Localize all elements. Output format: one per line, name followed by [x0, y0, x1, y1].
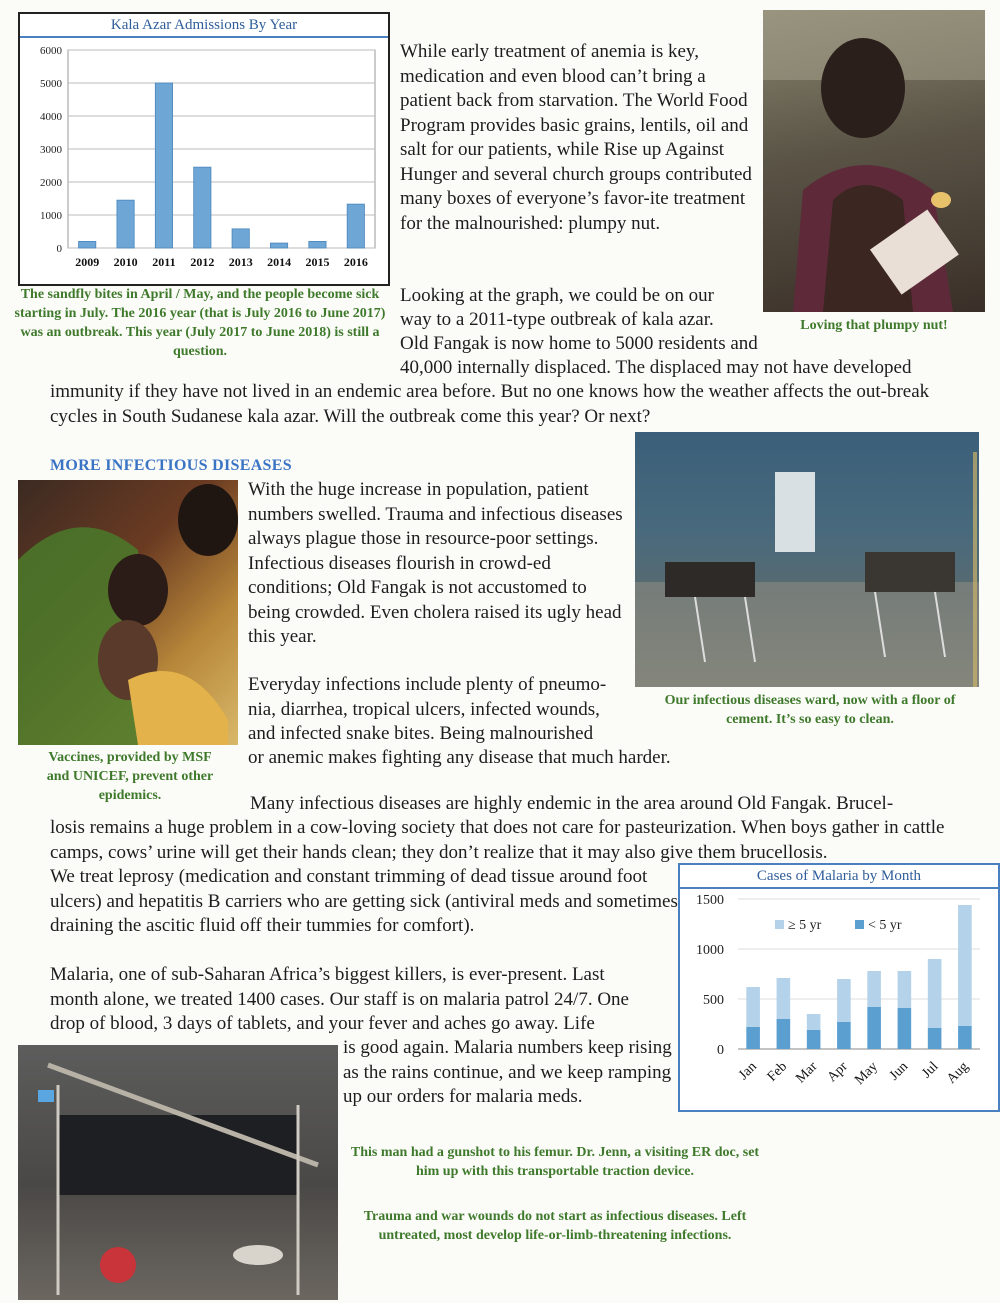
x-tick-label: 2011 [152, 255, 176, 269]
traction-scene [18, 1045, 338, 1300]
paragraph-graph-line-4: 40,000 internally displaced. The displaced may not have developed [400, 357, 912, 378]
bar-over5-Mar [807, 1014, 821, 1030]
y-tick-label: 0 [717, 1043, 724, 1058]
malaria-chart [678, 863, 1000, 1112]
bar-over5-Jun [898, 971, 912, 1008]
bar-under5-Feb [777, 1019, 791, 1049]
bar-2010 [117, 200, 134, 248]
x-tick-label: Jun [886, 1059, 912, 1084]
x-tick-label: 2015 [305, 255, 330, 269]
kala-azar-chart-plot [20, 38, 388, 284]
y-tick-label: 4000 [40, 111, 62, 123]
bar-2009 [79, 241, 96, 248]
caption-plumpy-nut: Loving that plumpy nut! [800, 318, 948, 333]
bar-under5-Apr [837, 1022, 851, 1049]
caption-gunshot: This man had a gunshot to his femur. Dr. Jenn, a visiting ER doc, set him up with this transportable traction device. [350, 1145, 760, 1179]
bar-over5-Apr [837, 979, 851, 1022]
kala-azar-chart [18, 12, 390, 286]
paragraph-plumpy-nut: While early treatment of anemia is key, medication and even blood can’t bring a patient back from starvation. The World Food Program provides basic grains, lentils, oil and salt for our patients, while Rise up Against Hunger and several church groups contributed many boxes of everyone’s favor-ite treatment for the malnourished: plumpy nut. [400, 41, 752, 234]
photo-ward [635, 432, 979, 687]
bar-under5-Mar [807, 1030, 821, 1049]
bar-under5-Jun [898, 1008, 912, 1049]
legend-label-under5: < 5 yr [868, 918, 902, 933]
x-tick-label: Jul [919, 1059, 942, 1082]
malaria-chart-plot [680, 889, 998, 1110]
x-tick-label: 2016 [343, 255, 368, 269]
paragraph-everyday: Everyday infections include plenty of pneumo-nia, diarrhea, tropical ulcers, infected wounds, and infected snake bites. Being malnourished [248, 674, 607, 744]
bar-under5-Aug [958, 1026, 972, 1049]
x-tick-label: 2013 [228, 255, 253, 269]
caption-trauma: Trauma and war wounds do not start as infectious diseases. Left untreated, most develop life-or-limb-threatening infections. [363, 1209, 747, 1243]
bar-2015 [309, 241, 326, 248]
photo-vaccine [18, 480, 238, 745]
x-tick-label: 2014 [267, 255, 292, 269]
y-tick-label: 6000 [40, 45, 62, 57]
malaria-chart-title: Cases of Malaria by Month [680, 865, 998, 889]
paragraph-graph-line-3: Old Fangak is now home to 5000 residents and [400, 333, 758, 354]
bar-over5-Feb [777, 978, 791, 1019]
paragraph-graph-line-1: Looking at the graph, we could be on our [400, 285, 714, 306]
bar-under5-Jul [928, 1028, 942, 1049]
y-tick-label: 5000 [40, 78, 62, 90]
paragraph-endemic: Many infectious diseases are highly endemic in the area around Old Fangak. Brucel- [250, 793, 894, 814]
bar-2011 [155, 83, 172, 248]
child-silhouette [763, 10, 985, 312]
paragraph-malaria: Malaria, one of sub-Saharan Africa’s biggest killers, is ever-present. Last month alone, we treated 1400 cases. Our staff is on malaria patrol 24/7. One drop of blood, 3 days of tablets, and your fever and aches go away. Life [50, 964, 629, 1034]
paragraph-population: With the huge increase in population, patient numbers swelled. Trauma and infectious diseases always plague those in resource-poor settings. Infectious diseases flourish in crowd-ed conditions; Old Fangak is not accustomed to being crowded. Even cholera raised its ugly head this year. [248, 479, 623, 647]
paragraph-graph-cont: immunity if they have not lived in an endemic area before. But no one knows how the weather affects the out-break cycles in South Sudanese kala azar. Will the outbreak come this year? Or next? [50, 381, 930, 427]
bar-over5-Aug [958, 905, 972, 1026]
y-tick-label: 1000 [40, 210, 62, 222]
y-tick-label: 500 [703, 993, 724, 1008]
x-tick-label: Apr [824, 1059, 851, 1086]
ward-scene [635, 432, 979, 687]
paragraph-leprosy: We treat leprosy (medication and constant trimming of dead tissue around foot ulcers) and hepatitis B carriers who are getting sick (antiviral meds and sometimes draining the ascitic fluid off their tummies for comfort). [50, 866, 678, 936]
x-tick-label: Feb [764, 1059, 791, 1085]
x-tick-label: Aug [944, 1059, 972, 1087]
paragraph-malaria-cont: is good again. Malaria numbers keep rising as the rains continue, and we keep ramping up our orders for malaria meds. [343, 1037, 672, 1107]
y-tick-label: 3000 [40, 144, 62, 156]
bar-over5-Jan [746, 987, 760, 1027]
x-tick-label: 2009 [75, 255, 100, 269]
photo-plumpy-nut [763, 10, 985, 312]
x-tick-label: 2012 [190, 255, 215, 269]
paragraph-everyday-cont: or anemic makes fighting any disease that much harder. [248, 747, 671, 768]
y-tick-label: 1500 [696, 893, 724, 908]
y-tick-label: 1000 [696, 943, 724, 958]
bar-2016 [347, 204, 364, 248]
x-tick-label: Mar [793, 1059, 821, 1087]
paragraph-graph-line-2: way to a 2011-type outbreak of kala azar. [400, 309, 714, 330]
vaccine-scene [18, 480, 238, 745]
kala-azar-chart-title: Kala Azar Admissions By Year [20, 14, 388, 38]
bar-2014 [270, 243, 287, 248]
x-tick-label: May [852, 1059, 881, 1088]
photo-traction [18, 1045, 338, 1300]
paragraph-endemic-cont: losis remains a huge problem in a cow-loving society that does not care for pasteurization. When boys gather in cattle camps, cows’ urine will get their hands clean; they don’t realize that it may also give them brucellosis. [50, 817, 945, 863]
caption-vaccine: Vaccines, provided by MSF and UNICEF, prevent other epidemics. [46, 750, 214, 803]
caption-ward: Our infectious diseases ward, now with a floor of cement. It’s so easy to clean. [664, 693, 956, 727]
x-tick-label: 2010 [113, 255, 138, 269]
legend-swatch-over5 [775, 920, 784, 929]
bar-2013 [232, 229, 249, 248]
kala-azar-chart-caption: The sandfly bites in April / May, and the people become sick starting in July. The 2016 year (that is July 2016 to June 2017) was an outbreak. This year (July 2017 to June 2018) is still a question. [14, 287, 386, 359]
legend-label-over5: ≥ 5 yr [788, 918, 822, 933]
section-heading: MORE INFECTIOUS DISEASES [50, 457, 292, 474]
bar-under5-May [867, 1007, 881, 1049]
legend-swatch-under5 [855, 920, 864, 929]
bar-under5-Jan [746, 1027, 760, 1049]
bar-over5-Jul [928, 959, 942, 1028]
x-tick-label: Jan [736, 1059, 760, 1084]
y-tick-label: 2000 [40, 177, 62, 189]
bar-2012 [194, 167, 211, 248]
bar-over5-May [867, 971, 881, 1007]
y-tick-label: 0 [56, 243, 62, 255]
